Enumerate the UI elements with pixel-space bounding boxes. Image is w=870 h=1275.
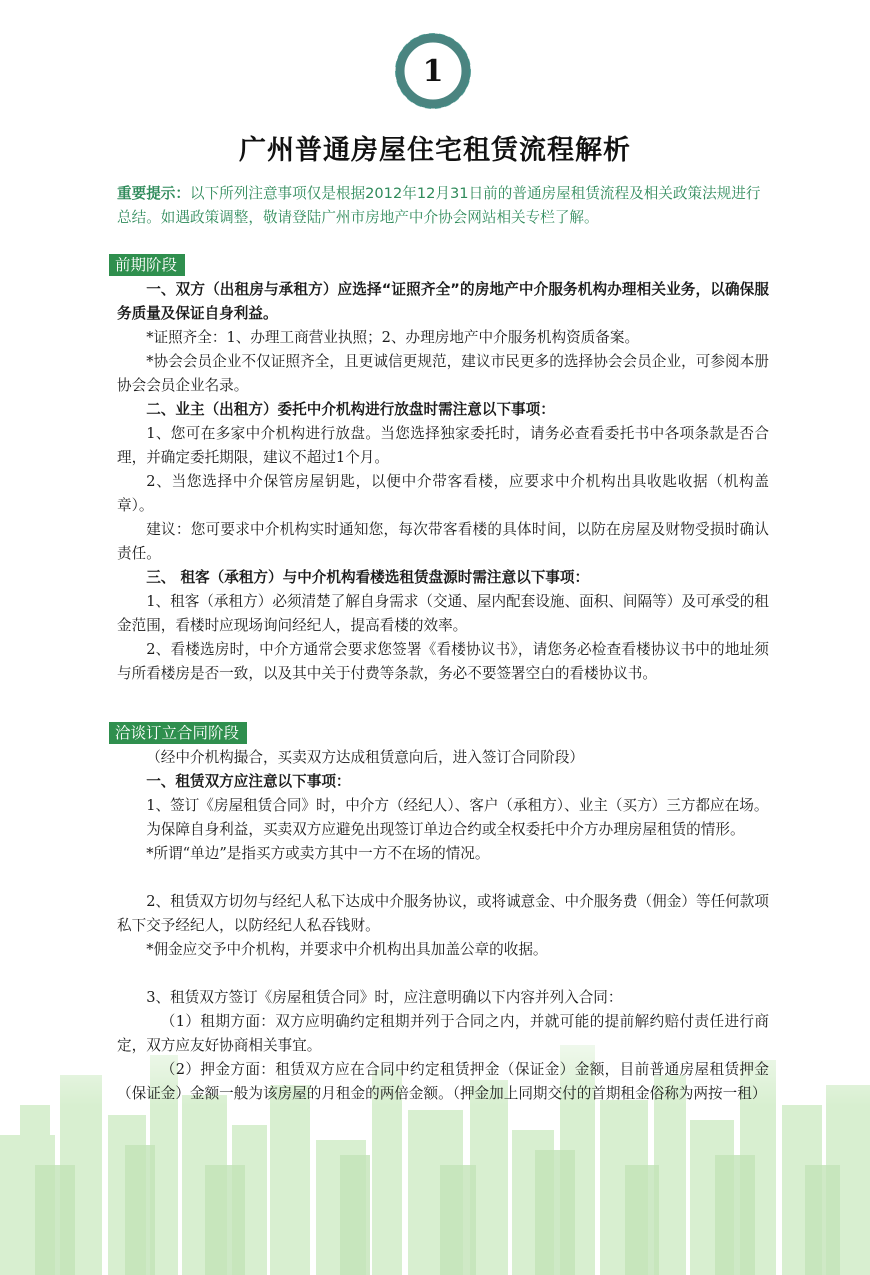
section-heading-preliminary: 前期阶段 <box>109 254 185 276</box>
paragraph: 一、双方（出租房与承租方）应选择“证照齐全”的房地产中介服务机构办理相关业务，以确保服务质量及保证自身利益。 <box>117 281 769 322</box>
paragraph: （1）租期方面：双方应明确约定租期并列于合同之内，并就可能的提前解约赔付责任进行商定，双方应友好协商相关事宜。 <box>117 1013 769 1054</box>
paragraph: 二、业主（出租方）委托中介机构进行放盘时需注意以下事项： <box>146 401 555 418</box>
section-contract-negotiation <box>117 722 769 1106</box>
paragraph: 2、当您选择中介保管房屋钥匙，以便中介带客看楼，应要求中介机构出具收匙收据（机构盖章）。 <box>117 473 769 514</box>
paragraph: 2、租赁双方切勿与经纪人私下达成中介服务协议，或将诚意金、中介服务费（佣金）等任何款项私下交予经纪人，以防经纪人私吞钱财。 <box>117 893 769 934</box>
paragraph: 建议：您可要求中介机构实时通知您，每次带客看楼的具体时间，以防在房屋及财物受损时确认责任。 <box>117 521 769 562</box>
paragraph: 3、租赁双方签订《房屋租赁合同》时，应注意明确以下内容并列入合同： <box>146 989 623 1006</box>
paragraph: 一、租赁双方应注意以下事项： <box>146 773 351 790</box>
paragraph: 1、您可在多家中介机构进行放盘。当您选择独家委托时，请务必查看委托书中各项条款是否合理，并确定委托期限，建议不超过1个月。 <box>117 425 769 466</box>
paragraph: *协会会员企业不仅证照齐全，且更诚信更规范，建议市民更多的选择协会会员企业，可参阅本册协会会员企业名录。 <box>117 353 769 394</box>
important-notice <box>117 182 769 230</box>
paragraph: 为保障自身利益，买卖双方应避免出现签订单边合约或全权委托中介方办理房屋租赁的情形。 <box>146 821 745 838</box>
paragraph: 1、签订《房屋租赁合同》时，中介方（经纪人）、客户（承租方）、业主（买方）三方都应在场。 <box>146 797 769 814</box>
notice-label: 重要提示： <box>117 185 190 202</box>
badge-number: 1 <box>422 53 444 89</box>
page-title: 广州普通房屋住宅租赁流程解析 <box>239 135 631 166</box>
paragraph: *佣金应交予中介机构，并要求中介机构出具加盖公章的收据。 <box>146 941 548 958</box>
paragraph: 三、 租客（承租方）与中介机构看楼选租赁盘源时需注意以下事项： <box>146 569 590 586</box>
paragraph: （经中介机构撮合，买卖双方达成租赁意向后，进入签订合同阶段） <box>146 749 585 766</box>
section-number-badge <box>392 30 474 112</box>
section-heading-contract: 洽谈订立合同阶段 <box>109 722 247 744</box>
paragraph: *证照齐全：1、办理工商营业执照；2、办理房地产中介服务机构资质备案。 <box>146 329 640 346</box>
paragraph: （2）押金方面：租赁双方应在合同中约定租赁押金（保证金）金额，目前普通房屋租赁押金（保证金）金额一般为该房屋的月租金的两倍金额。（押金加上同期交付的首期租金俗称为两按一租） <box>117 1061 769 1102</box>
paragraph: 1、租客（承租方）必须清楚了解自身需求（交通、屋内配套设施、面积、间隔等）及可承受的租金范围，看楼时应现场询问经纪人，提高看楼的效率。 <box>117 593 769 634</box>
paragraph: *所谓“单边”是指买方或卖方其中一方不在场的情况。 <box>146 845 490 862</box>
paragraph: 2、看楼选房时，中介方通常会要求您签署《看楼协议书》，请您务必检查看楼协议书中的地址须与所看楼房是否一致，以及其中关于付费等条款，务必不要签署空白的看楼协议书。 <box>117 641 769 682</box>
notice-text: 以下所列注意事项仅是根据2012年12月31日前的普通房屋租赁流程及相关政策法规进行总结。如遇政策调整，敬请登陆广州市房地产中介协会网站相关专栏了解。 <box>117 185 761 226</box>
section-preliminary <box>117 254 769 686</box>
